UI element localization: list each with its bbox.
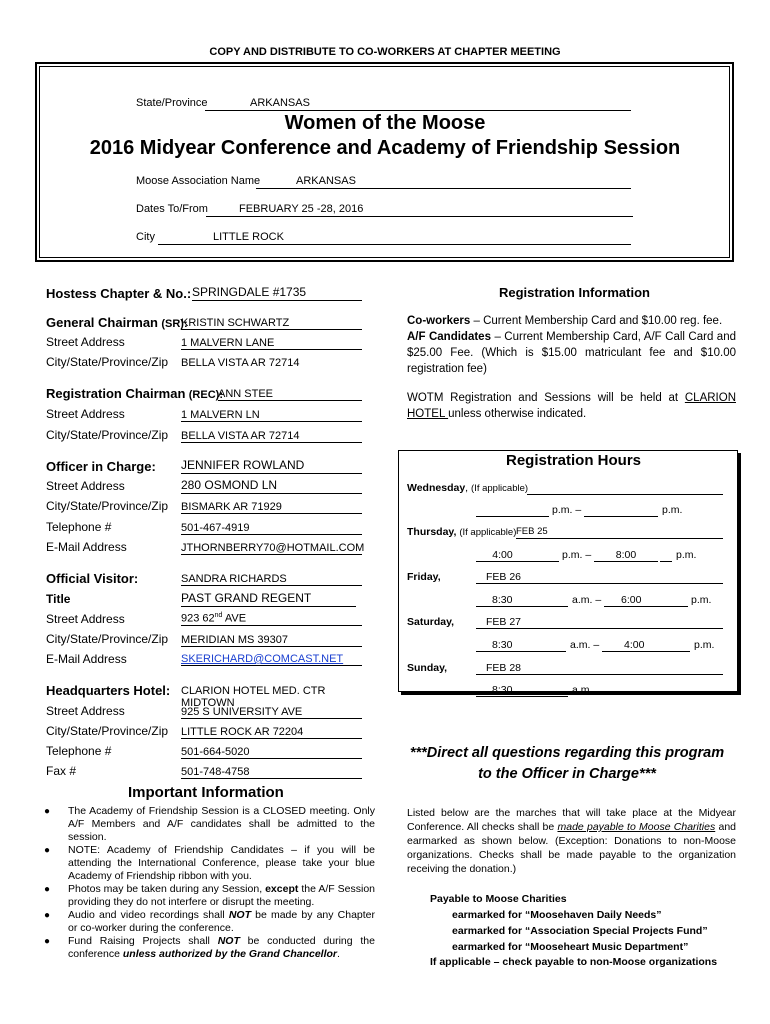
title-conference: 2016 Midyear Conference and Academy of Friendship Session bbox=[89, 137, 681, 159]
city-field[interactable] bbox=[158, 231, 631, 245]
gc-street[interactable]: 1 MALVERN LANE bbox=[181, 337, 362, 350]
rc-city-label: City/State/Province/Zip bbox=[46, 428, 169, 442]
oic-tel[interactable]: 501-467-4919 bbox=[181, 522, 362, 535]
ov-title[interactable]: PAST GRAND REGENT bbox=[181, 591, 356, 607]
assoc-label: Moose Association Name bbox=[136, 175, 261, 187]
title-women-of-moose: Women of the Moose bbox=[284, 112, 486, 134]
registration-chairman-name[interactable]: ANN STEE bbox=[218, 388, 362, 401]
hq-city-label: City/State/Province/Zip bbox=[46, 724, 169, 738]
non-moose-note: If applicable – check payable to non-Moose organizations bbox=[430, 956, 718, 968]
important-item: ● The Academy of Friendship Session is a CLOSED meeting. Only A/F Members and A/F candidates shall be admitted to the session. bbox=[44, 805, 375, 843]
direct-questions-note bbox=[398, 743, 736, 785]
fri-to[interactable]: 6:00 bbox=[604, 594, 688, 607]
official-visitor-label: Official Visitor: bbox=[46, 571, 139, 586]
ov-city-label: City/State/Province/Zip bbox=[46, 632, 169, 646]
sat-pm: p.m. bbox=[694, 639, 715, 651]
state-field[interactable] bbox=[205, 97, 631, 111]
gc-city[interactable]: BELLA VISTA AR 72714 bbox=[181, 357, 300, 369]
assoc-field[interactable] bbox=[256, 175, 631, 189]
thursday-label: Thursday, (If applicable) bbox=[407, 526, 517, 538]
officer-in-charge-label: Officer in Charge: bbox=[46, 459, 156, 474]
distribution-banner: COPY AND DISTRIBUTE TO CO-WORKERS AT CHAPTER MEETING bbox=[209, 46, 561, 58]
thu-from[interactable]: 4:00 bbox=[476, 549, 559, 562]
city-label: City bbox=[136, 231, 155, 243]
oic-email[interactable]: JTHORNBERRY70@HOTMAIL.COM bbox=[181, 542, 365, 554]
payable-title: Payable to Moose Charities bbox=[430, 893, 567, 905]
important-title: Important Information bbox=[128, 784, 284, 801]
ov-street[interactable]: 923 62nd AVE bbox=[181, 612, 362, 626]
fri-pm: p.m. bbox=[691, 594, 712, 606]
rc-street-label: Street Address bbox=[46, 407, 125, 421]
friday-field[interactable]: FEB 26 bbox=[476, 571, 723, 584]
thu-pm2: p.m. bbox=[676, 549, 697, 561]
oic-street[interactable]: 280 OSMOND LN bbox=[181, 478, 362, 494]
wednesday-label: Wednesday, (If applicable) bbox=[407, 482, 529, 494]
gc-city-label: City/State/Province/Zip bbox=[46, 355, 169, 369]
assoc-value: ARKANSAS bbox=[296, 175, 356, 187]
earmark-special-projects: earmarked for “Association Special Projects Fund” bbox=[452, 925, 708, 937]
wotm-text: WOTM Registration and Sessions will be held at CLARION HOTEL unless otherwise indicated. bbox=[407, 392, 736, 420]
direct-line-1: ***Direct all questions regarding this program bbox=[409, 745, 725, 761]
ov-title-label: Title bbox=[46, 592, 71, 606]
state-value: ARKANSAS bbox=[250, 97, 310, 109]
dates-label: Dates To/From bbox=[136, 203, 208, 215]
sat-to[interactable]: 4:00 bbox=[602, 639, 690, 652]
hq-tel-label: Telephone # bbox=[46, 744, 112, 758]
sat-am: a.m. – bbox=[570, 639, 600, 651]
rc-city[interactable]: BELLA VISTA AR 72714 bbox=[181, 430, 362, 443]
oic-tel-label: Telephone # bbox=[46, 520, 112, 534]
fri-from[interactable]: 8:30 bbox=[476, 594, 568, 607]
hq-hotel-label: Headquarters Hotel: bbox=[46, 683, 171, 698]
hq-city[interactable]: LITTLE ROCK AR 72204 bbox=[181, 726, 362, 739]
thursday-field[interactable]: FEB 25 bbox=[516, 526, 723, 539]
friday-label: Friday, bbox=[407, 571, 441, 583]
hq-fax[interactable]: 501-748-4758 bbox=[181, 766, 362, 779]
oic-city-label: City/State/Province/Zip bbox=[46, 499, 169, 513]
important-item: ● Photos may be taken during any Session, except the A/F Session providing they do not interfere or disrupt the meeting. bbox=[44, 883, 375, 908]
hq-hotel-name[interactable]: CLARION HOTEL MED. CTR MIDTOWN bbox=[181, 685, 326, 709]
sun-from[interactable]: 8;30 bbox=[476, 684, 568, 697]
oic-street-label: Street Address bbox=[46, 479, 125, 493]
fri-am: a.m. – bbox=[572, 594, 602, 606]
coworkers-text: Co-workers – Current Membership Card and $10.00 reg. fee. A/F Candidates – Current Membership Card, A/F Call Card and $25.00 Fee. (Which is $15.00 matriculant fee and $10.00 registration fee) bbox=[407, 315, 736, 375]
important-item: ● Audio and video recordings shall NOT be made by any Chapter or co-worker during the conference. bbox=[44, 909, 376, 934]
wed-pm1: p.m. – bbox=[552, 504, 582, 516]
oic-city[interactable]: BISMARK AR 71929 bbox=[181, 501, 362, 514]
ov-email-label: E-Mail Address bbox=[46, 652, 127, 666]
sat-from[interactable]: 8:30 bbox=[476, 639, 566, 652]
wed-to-field[interactable] bbox=[584, 504, 658, 517]
city-value: LITTLE ROCK bbox=[213, 231, 284, 243]
earmark-mooseheart: earmarked for “Mooseheart Music Department” bbox=[452, 941, 689, 953]
hostess-label: Hostess Chapter & No.: bbox=[46, 286, 192, 301]
important-list bbox=[38, 805, 375, 961]
registration-info-title: Registration Information bbox=[499, 285, 650, 300]
general-chairman-label: General Chairman (SR): bbox=[46, 315, 188, 330]
thu-pm1: p.m. – bbox=[562, 549, 592, 561]
sunday-label: Sunday, bbox=[407, 662, 448, 674]
dates-field[interactable] bbox=[206, 203, 633, 217]
important-item: ● NOTE: Academy of Friendship Candidates – if you will be attending the International Conference, please take your blue Academy of Friendship ribbon with you. bbox=[44, 844, 375, 882]
saturday-label: Saturday, bbox=[407, 616, 455, 628]
saturday-field[interactable]: FEB 27 bbox=[476, 616, 723, 629]
rc-street[interactable]: 1 MALVERN LN bbox=[181, 409, 362, 422]
hq-street-label: Street Address bbox=[46, 704, 125, 718]
dates-value: FEBRUARY 25 -28, 2016 bbox=[239, 203, 364, 215]
gc-street-label: Street Address bbox=[46, 335, 125, 349]
thu-to[interactable]: 8:00 bbox=[594, 549, 658, 562]
state-label: State/Province bbox=[136, 97, 208, 109]
registration-chairman-label: Registration Chairman (REC): bbox=[46, 386, 223, 401]
oic-email-label: E-Mail Address bbox=[46, 540, 127, 554]
wednesday-field[interactable] bbox=[527, 482, 723, 495]
earmark-moosehaven: earmarked for “Moosehaven Daily Needs” bbox=[452, 909, 662, 921]
hq-tel[interactable]: 501-664-5020 bbox=[181, 746, 362, 759]
marches-paragraph: Listed below are the marches that will take place at the Midyear Conference. All checks shall be made payable to Moose Charities and earmarked as shown below. (Exception: Donations to non-Moose organizations. Checks shall be made payable to the organization receiving the donation.) bbox=[407, 807, 737, 875]
general-chairman-name[interactable]: KRISTIN SCHWARTZ bbox=[181, 317, 362, 330]
officer-in-charge-name[interactable]: JENNIFER ROWLAND bbox=[181, 458, 362, 474]
official-visitor-name[interactable]: SANDRA RICHARDS bbox=[181, 573, 362, 586]
sunday-field[interactable]: FEB 28 bbox=[476, 662, 723, 675]
wed-from-field[interactable] bbox=[476, 504, 549, 517]
hq-street[interactable]: 925 S UNIVERSITY AVE bbox=[181, 706, 362, 719]
hq-fax-label: Fax # bbox=[46, 764, 77, 778]
ov-city[interactable]: MERIDIAN MS 39307 bbox=[181, 634, 362, 647]
thu-gap bbox=[660, 549, 672, 562]
sun-am: a.m. bbox=[572, 684, 593, 696]
ov-street-label: Street Address bbox=[46, 612, 125, 626]
hostess-field[interactable] bbox=[192, 285, 362, 301]
direct-line-2: to the Officer in Charge*** bbox=[478, 766, 656, 782]
wed-pm2: p.m. bbox=[662, 504, 683, 516]
ov-email[interactable]: SKERICHARD@COMCAST.NET bbox=[181, 653, 362, 666]
registration-hours-title: Registration Hours bbox=[506, 452, 642, 469]
important-item: ● Fund Raising Projects shall NOT be conducted during the conference unless authorized by the Grand Chancellor. bbox=[44, 935, 375, 960]
hostess-value: SPRINGDALE #1735 bbox=[192, 285, 307, 299]
